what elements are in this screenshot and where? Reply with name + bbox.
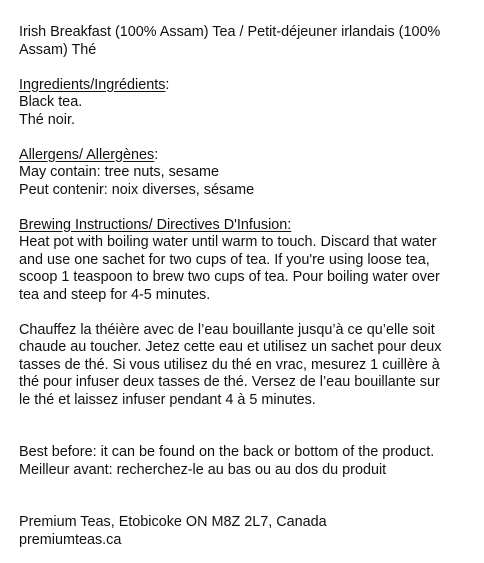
best-before-section [19, 444, 471, 479]
ingredients-heading-row [19, 77, 471, 95]
spacer [19, 59, 471, 77]
brewing-french-line: thé pour infuser deux tasses de thé. Versez de l’eau bouillante sur [19, 374, 440, 390]
brewing-english-line: Heat pot with boiling water until warm to touch. Discard that water [19, 234, 437, 250]
allergens-french: Peut contenir: noix diverses, sésame [19, 181, 255, 198]
brewing-french-line: Chauffez la théière avec de l’eau bouillante jusqu’à ce qu’elle soit [19, 321, 435, 338]
allergens-section [19, 147, 471, 200]
ingredients-heading-colon: : [165, 76, 170, 93]
product-title-line-1: Irish Breakfast (100% Assam) Tea / Petit-déjeuner irlandais (100% [19, 24, 441, 40]
brewing-french-line: chaude au toucher. Jetez cette eau et utilisez un sachet pour deux [19, 339, 442, 355]
brewing-heading: Brewing Instructions/ Directives D'Infusion: [19, 216, 292, 233]
allergens-heading-colon: : [154, 146, 159, 163]
ingredients-english: Black tea. [19, 94, 83, 110]
best-before-french: Meilleur avant: recherchez-le au bas ou au dos du produit [19, 461, 387, 478]
brewing-section [19, 217, 471, 410]
spacer [19, 304, 471, 322]
spacer [19, 199, 471, 217]
spacer [19, 479, 471, 514]
ingredients-heading: Ingredients/Ingrédients [19, 76, 166, 93]
company-website: premiumteas.ca [19, 531, 122, 548]
brewing-english-line: and use one sachet for two cups of tea. If you're using loose tea, [19, 251, 430, 268]
company-address: Premium Teas, Etobicoke ON M8Z 2L7, Canada [19, 514, 327, 530]
product-title [19, 24, 471, 59]
ingredients-french: Thé noir. [19, 111, 75, 128]
spacer [19, 129, 471, 147]
product-title-line-2: Assam) Thé [19, 41, 97, 58]
product-label-document [19, 24, 471, 549]
ingredients-section [19, 77, 471, 130]
allergens-heading-row [19, 147, 471, 165]
brewing-french-line: tasses de thé. Si vous utilisez du thé en vrac, mesurez 1 cuillère à [19, 356, 440, 373]
best-before-english: Best before: it can be found on the back or bottom of the product. [19, 444, 435, 460]
brewing-french-line: le thé et laissez infuser pendant 4 à 5 minutes. [19, 391, 316, 408]
company-section [19, 514, 471, 549]
brewing-english-line: scoop 1 teaspoon to brew two cups of tea. Pour boiling water over [19, 269, 440, 285]
allergens-english: May contain: tree nuts, sesame [19, 164, 219, 180]
brewing-english [19, 234, 471, 304]
spacer [19, 409, 471, 444]
allergens-heading: Allergens/ Allergènes [19, 146, 155, 163]
brewing-french [19, 322, 471, 410]
brewing-english-line: tea and steep for 4-5 minutes. [19, 286, 211, 303]
